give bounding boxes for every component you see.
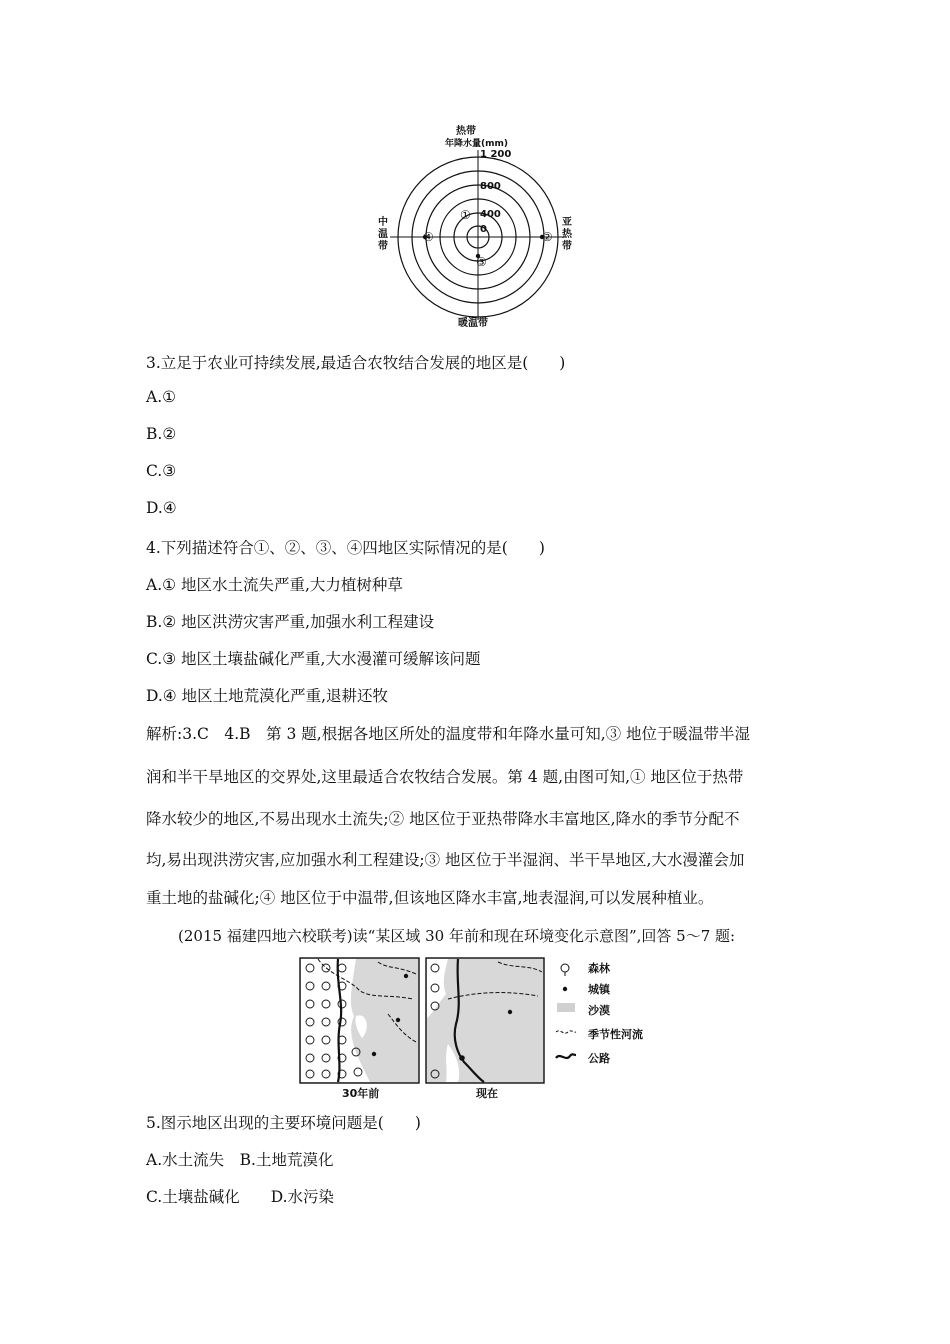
marker-3: ③ — [476, 255, 487, 269]
left-zone-label: 中温带 — [378, 217, 388, 252]
tick-800: 800 — [480, 181, 501, 192]
legend-river-icon — [556, 1031, 576, 1033]
town-right-1 — [508, 1010, 512, 1014]
top-zone-label: 热带 — [456, 126, 476, 137]
section-intro: (2015 福建四地六校联考)读“某区域 30 年前和现在环境变化示意图”,回答 5～7 题: — [178, 927, 736, 945]
tick-400: 400 — [480, 209, 501, 220]
legend-road-label: 公路 — [588, 1052, 610, 1065]
legend-town-icon — [563, 987, 567, 991]
marker-1: ① — [460, 208, 471, 222]
town-left-2 — [372, 1052, 376, 1056]
tick-0: 0 — [480, 224, 487, 235]
town-left-1 — [404, 974, 408, 978]
marker-2: ② — [542, 230, 553, 244]
q5-options-line-1: A.水土流失 B.土地荒漠化 — [146, 1151, 334, 1169]
analysis-line-4: 均,易出现洪涝灾害,应加强水利工程建设;③ 地区位于半湿润、半干旱地区,大水漫灌会加 — [146, 851, 745, 869]
q3-option-b: B.② — [146, 425, 177, 443]
q4-option-c: C.③ 地区土壤盐碱化严重,大水漫灌可缓解该问题 — [146, 650, 481, 668]
analysis-line-2: 润和半干旱地区的交界处,这里最适合农牧结合发展。第 4 题,由图可知,① 地区位于热带 — [146, 768, 744, 786]
analysis-line-1: 解析:3.C 4.B 第 3 题,根据各地区所处的温度带和年降水量可知,③ 地位于暖温带半湿 — [146, 725, 751, 743]
town-left-3 — [396, 1018, 400, 1022]
q4-option-a: A.① 地区水土流失严重,大力植树种草 — [146, 576, 403, 594]
legend-town-label: 城镇 — [588, 983, 610, 996]
analysis-line-5: 重土地的盐碱化;④ 地区位于中温带,但该地区降水丰富,地表湿润,可以发展种植业。 — [146, 889, 714, 907]
marker-4: ④ — [423, 230, 434, 244]
axis-title: 年降水量(mm) — [445, 139, 508, 149]
legend-road-icon — [556, 1054, 576, 1058]
q4-stem: 4.下列描述符合①、②、③、④四地区实际情况的是( ) — [146, 539, 545, 557]
right-zone-label: 亚热带 — [562, 217, 572, 252]
q5-options-line-2: C.土壤盐碱化 D.水污染 — [146, 1188, 335, 1206]
map-now-caption: 现在 — [476, 1087, 498, 1100]
diagram-svg — [370, 118, 585, 333]
legend-desert-icon — [557, 1003, 575, 1012]
legend-forest-label: 森林 — [588, 962, 610, 975]
q3-option-c: C.③ — [146, 462, 177, 480]
q3-option-a: A.① — [146, 388, 177, 406]
legend-forest-icon — [561, 964, 569, 976]
rainfall-zone-diagram — [370, 118, 585, 333]
q4-option-b: B.② 地区洪涝灾害严重,加强水利工程建设 — [146, 613, 435, 631]
legend-river-label: 季节性河流 — [588, 1028, 643, 1041]
legend-desert-label: 沙漠 — [588, 1004, 610, 1017]
map-30-years-caption: 30年前 — [342, 1087, 380, 1100]
q4-option-d: D.④ 地区土地荒漠化严重,退耕还牧 — [146, 687, 389, 705]
q3-stem: 3.立足于农业可持续发展,最适合农牧结合发展的地区是( ) — [146, 354, 566, 372]
bottom-zone-label: 暖温带 — [458, 318, 488, 329]
q5-stem: 5.图示地区出现的主要环境问题是( ) — [146, 1114, 421, 1132]
tick-1200: 1 200 — [480, 149, 512, 160]
q3-option-d: D.④ — [146, 499, 177, 517]
town-right-2 — [459, 1055, 465, 1061]
analysis-line-3: 降水较少的地区,不易出现水土流失;② 地区位于亚热带降水丰富地区,降水的季节分配不 — [146, 810, 740, 828]
environment-change-figure — [298, 954, 668, 1100]
